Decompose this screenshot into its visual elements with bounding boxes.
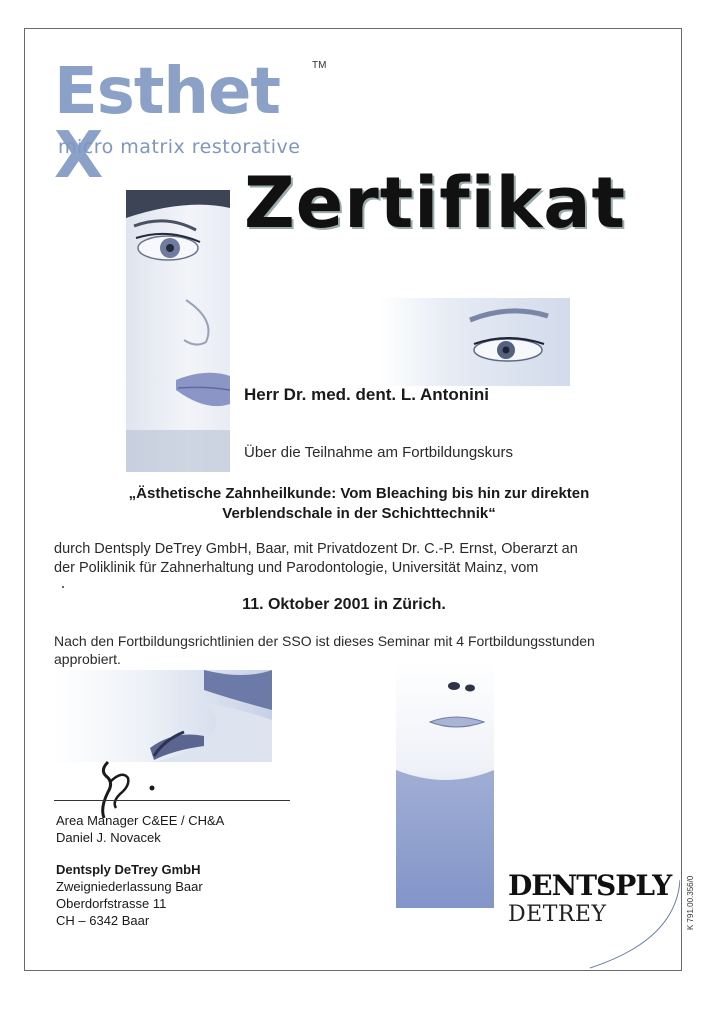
company-line-2: Oberdorfstrasse 11	[56, 896, 167, 911]
organizer-line-2: der Poliklinik für Zahnerhaltung und Parodontologie, Universität Mainz, vom	[54, 560, 539, 576]
speck	[62, 586, 64, 588]
approval-line-2: approbiert.	[54, 651, 121, 667]
detrey-wordmark: DETREY	[508, 902, 607, 927]
company-line-3: CH – 6342 Baar	[56, 913, 150, 928]
company-address	[56, 861, 203, 929]
signatory-role: Area Manager C&EE / CH&A	[56, 813, 225, 828]
eye-photo	[380, 298, 570, 386]
approval-line-1: Nach den Fortbildungsrichtlinien der SSO ist dieses Seminar mit 4 Fortbildungsstunden	[54, 633, 595, 649]
signatory-block	[56, 812, 224, 846]
course-date: 11. Oktober 2001 in Zürich.	[242, 596, 446, 613]
recipient-name: Herr Dr. med. dent. L. Antonini	[244, 385, 489, 404]
dentsply-wordmark: DENTSPLY	[508, 869, 672, 902]
esthet-x-logo	[54, 50, 344, 193]
face-photo-left	[126, 190, 230, 472]
logo-brand: Esthet X	[54, 55, 280, 193]
participation-text: Über die Teilnahme am Fortbildungskurs	[244, 444, 514, 461]
signatory-name: Daniel J. Novacek	[56, 830, 161, 845]
logo-tagline: micro matrix restorative	[58, 136, 301, 158]
organizer-line-1: durch Dentsply DeTrey GmbH, Baar, mit Privatdozent Dr. C.-P. Ernst, Oberarzt an	[54, 541, 578, 557]
course-title-line-2: Verblendschale in der Schichttechnik“	[222, 505, 496, 522]
company-line-1: Zweigniederlassung Baar	[56, 879, 203, 894]
company-name: Dentsply DeTrey GmbH	[56, 862, 201, 877]
course-title-line-1: „Ästhetische Zahnheilkunde: Vom Bleaching bis hin zur direkten	[128, 485, 590, 502]
profile-photo	[54, 670, 272, 762]
signature-line	[54, 800, 290, 801]
logo-trademark: TM	[312, 60, 327, 71]
course-title	[54, 484, 664, 524]
organizer-text	[54, 540, 674, 578]
approval-text	[54, 632, 664, 668]
corner-curve	[560, 880, 680, 970]
certificate-title: Zertifikat	[244, 162, 626, 244]
reference-code: K 791.00.356/0	[686, 875, 695, 930]
lips-photo	[396, 660, 494, 908]
